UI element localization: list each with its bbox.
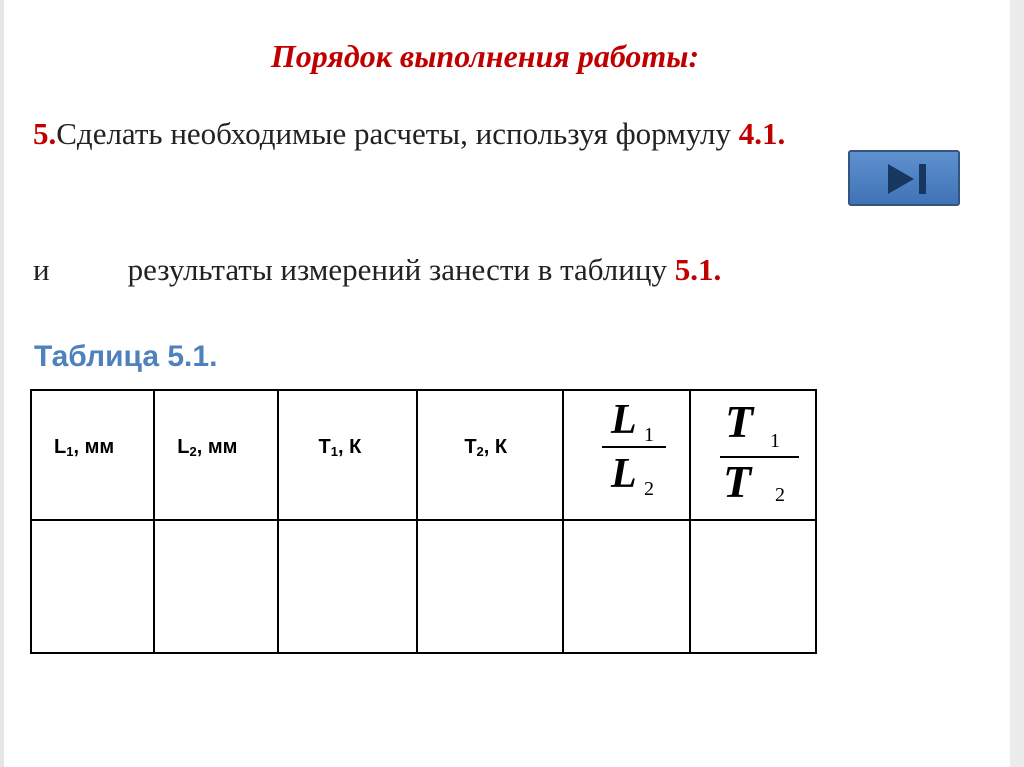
slide-border-left — [0, 0, 4, 767]
svg-text:1: 1 — [769, 430, 780, 452]
header-cell-l1: $L_1$, мм — [31, 390, 154, 520]
continuation-instruction: результаты измерений занести в таблицу — [127, 252, 675, 287]
table-caption: Таблица 5.1. — [34, 340, 218, 373]
step-5-continuation — [33, 252, 721, 288]
table-header-row — [31, 390, 816, 520]
table-cell-l1[interactable] — [31, 520, 154, 653]
t-ratio-formula — [698, 395, 808, 505]
svg-text:2: 2 — [774, 484, 785, 505]
svg-text:L: L — [611, 397, 637, 443]
header-cell-l2: $L_2$, мм — [154, 390, 277, 520]
header-cell-l-ratio — [563, 390, 689, 520]
table-cell-t-ratio[interactable] — [690, 520, 816, 653]
svg-text:T: T — [724, 396, 753, 447]
svg-text:2: 2 — [644, 478, 655, 500]
table-cell-t1[interactable] — [278, 520, 418, 653]
next-slide-button[interactable] — [848, 150, 960, 206]
step-5-text — [33, 116, 785, 152]
table-cell-t2[interactable] — [417, 520, 563, 653]
svg-text:L: L — [611, 451, 637, 497]
header-cell-t2: $T_2$, К — [417, 390, 563, 520]
next-slide-icon — [850, 152, 958, 204]
step-instruction: Сделать необходимые расчеты, используя формулу — [56, 116, 739, 151]
table-row — [31, 520, 816, 653]
svg-text:T: T — [722, 456, 751, 505]
slide-border-right — [1010, 0, 1024, 767]
header-cell-t-ratio — [690, 390, 816, 520]
svg-text:1: 1 — [644, 424, 655, 446]
slide-title: Порядок выполнения работы: — [270, 38, 700, 74]
conjunction-text: и — [33, 252, 50, 287]
table-reference: 5.1. — [674, 252, 722, 287]
header-cell-t1: $T_1$, К — [278, 390, 418, 520]
results-table — [30, 389, 817, 654]
table-cell-l2[interactable] — [154, 520, 277, 653]
step-number: 5. — [33, 116, 57, 151]
l-ratio-formula — [571, 395, 681, 505]
formula-reference: 4.1. — [738, 116, 786, 151]
table-cell-l-ratio[interactable] — [563, 520, 689, 653]
